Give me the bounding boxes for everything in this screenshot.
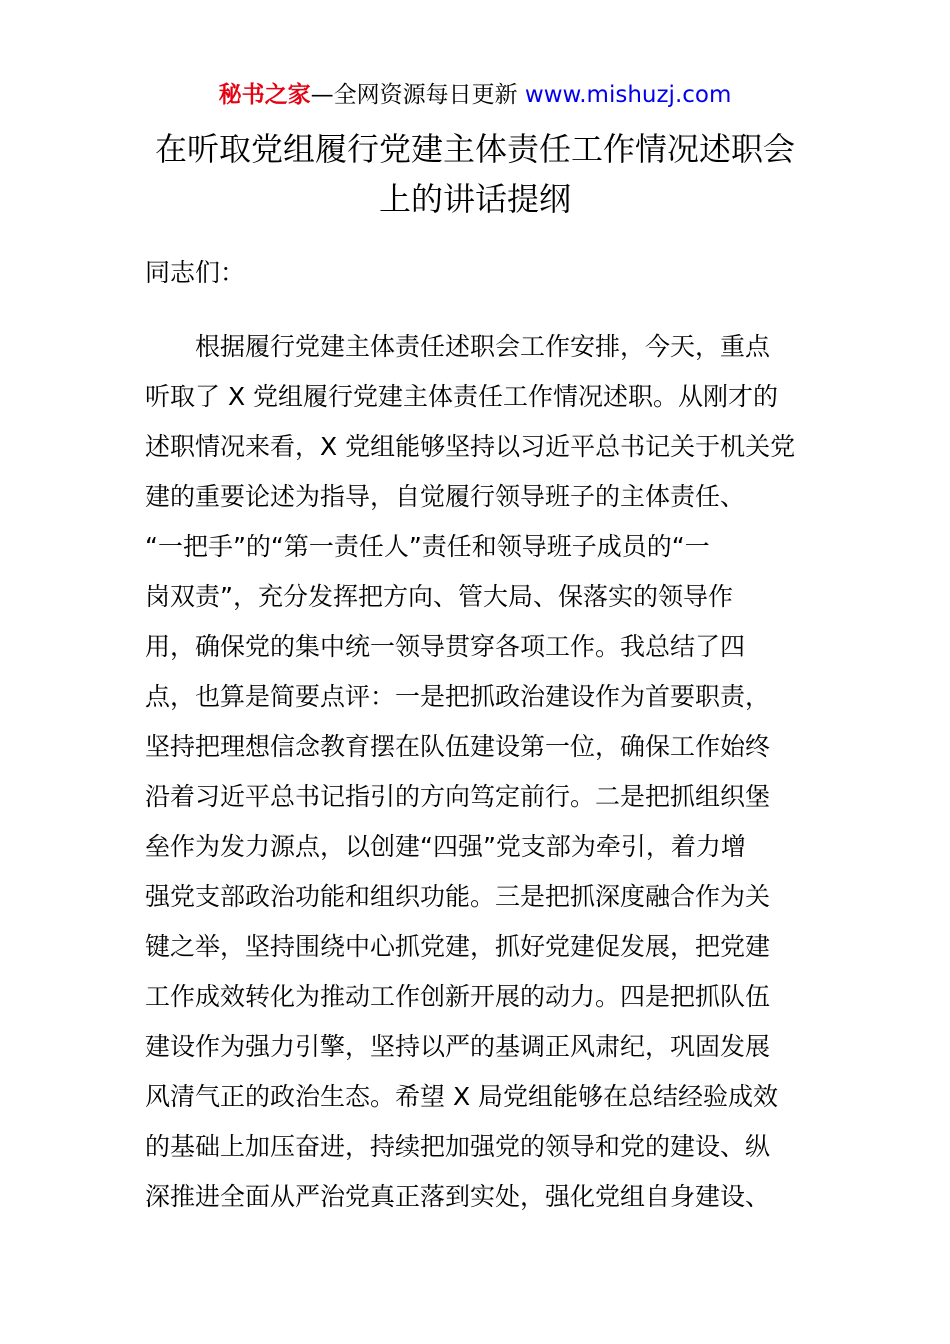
paragraph-line: 建设作为强力引擎，坚持以严的基调正风肃纪，巩固发展 xyxy=(145,1032,771,1061)
title-line: 上的讲话提纲 xyxy=(378,180,571,218)
title-line: 在听取党组履行党建主体责任工作情况述职会 xyxy=(154,130,795,168)
paragraph-line: 点，也算是简要点评：一是把抓政治建设作为首要职责， xyxy=(145,682,771,711)
paragraph-line: 键之举，坚持围绕中心抓党建，抓好党建促发展，把党建 xyxy=(145,932,771,961)
body-paragraph xyxy=(145,322,810,1222)
paragraph-line: 岗双责”，充分发挥把方向、管大局、保落实的领导作 xyxy=(145,582,733,611)
site-header xyxy=(0,78,950,112)
paragraph-line: 深推进全面从严治党真正落到实处，强化党组自身建设、 xyxy=(145,1182,771,1211)
paragraph-line: 建的重要论述为指导，自觉履行领导班子的主体责任、 xyxy=(145,482,746,511)
site-link[interactable]: www.mishuzj.com xyxy=(524,82,732,108)
paragraph-line: 强党支部政治功能和组织功能。三是把抓深度融合作为关 xyxy=(145,882,771,911)
paragraph-line: 述职情况来看，X 党组能够坚持以习近平总书记关于机关党 xyxy=(145,432,796,461)
paragraph-line: 听取了 X 党组履行党建主体责任工作情况述职。从刚才的 xyxy=(145,382,779,411)
paragraph-line: 用，确保党的集中统一领导贯穿各项工作。我总结了四 xyxy=(145,632,746,661)
paragraph-line: 根据履行党建主体责任述职会工作安排，今天，重点 xyxy=(195,332,771,361)
paragraph-line: 的基础上加压奋进，持续把加强党的领导和党的建设、纵 xyxy=(145,1132,771,1161)
header-slogan: —全网资源每日更新 xyxy=(310,82,525,108)
document-title xyxy=(120,124,830,224)
paragraph-line: 坚持把理想信念教育摆在队伍建设第一位，确保工作始终 xyxy=(145,732,771,761)
paragraph-line: 沿着习近平总书记指引的方向笃定前行。二是把抓组织堡 xyxy=(145,782,771,811)
paragraph-line: 风清气正的政治生态。希望 X 局党组能够在总结经验成效 xyxy=(145,1082,779,1111)
paragraph-line: “一把手”的“第一责任人”责任和领导班子成员的“一 xyxy=(145,532,710,561)
salutation: 同志们： xyxy=(145,258,246,287)
paragraph-line: 垒作为发力源点，以创建“四强”党支部为牵引，着力增 xyxy=(145,832,746,861)
brand-name: 秘书之家 xyxy=(218,82,311,108)
paragraph-line: 工作成效转化为推动工作创新开展的动力。四是把抓队伍 xyxy=(145,982,771,1011)
